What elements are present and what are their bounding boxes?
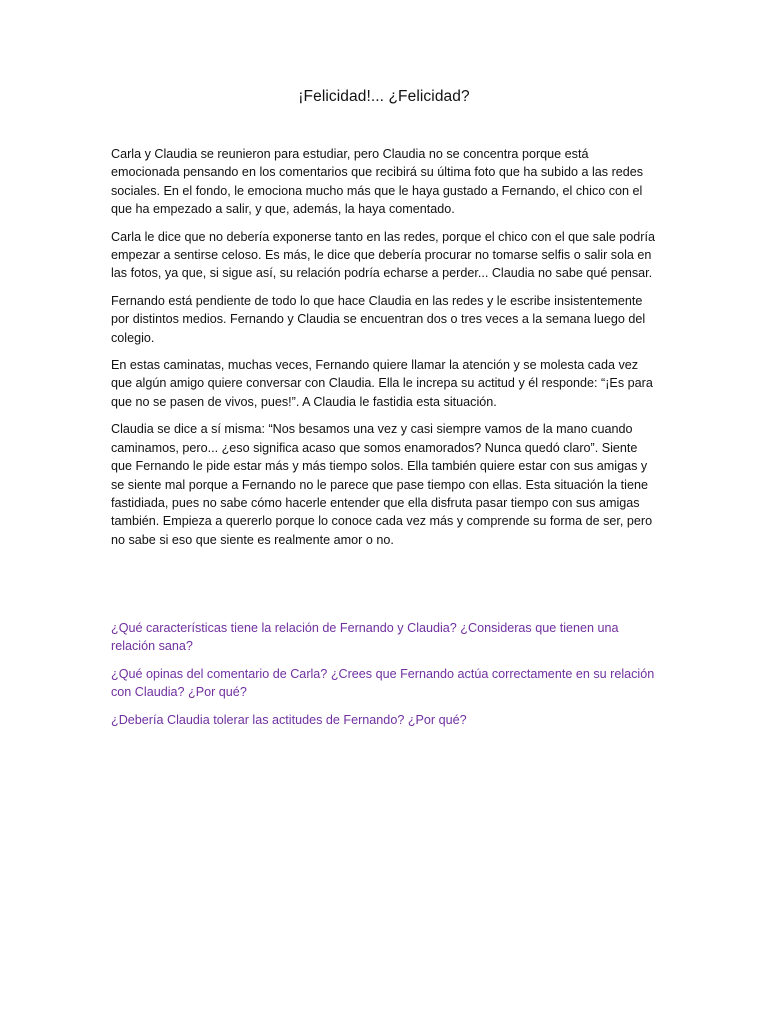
story-body	[111, 145, 659, 558]
question-item: ¿Qué opinas del comentario de Carla? ¿Crees que Fernando actúa correctamente en su relación con Claudia? ¿Por qué?	[111, 666, 655, 700]
story-paragraph: Carla le dice que no debería exponerse tanto en las redes, porque el chico con el que sale podría empezar a sentirse celoso. Es más, le dice que debería procurar no tomarse selfis o salir sola en las fotos, ya que, si sigue así, su relación podría echarse a perder... Claudia no sabe qué pensar.	[111, 229, 655, 281]
question-item: ¿Qué características tiene la relación de Fernando y Claudia? ¿Consideras que tienen una relación sana?	[111, 621, 619, 654]
story-paragraph: Claudia se dice a sí misma: “Nos besamos una vez y casi siempre vamos de la mano cuando caminamos, pero... ¿eso significa acaso que somos enamorados? Nunca quedó claro”. Siente que Fernando le pide estar más y más tiempo solos. Ella también quiere estar con sus amigas y se siente mal porque a Fernando no le parece que pase tiempo con ellas. Esta situación la tiene fastidiada, pues no sabe cómo hacerle entender que ella disfruta pasar tiempo con sus amigas también. Empieza a quererlo porque lo conoce cada vez más y comprende su forma de ser, pero no sabe si eso que siente es realmente amor o no.	[111, 422, 653, 547]
question-list	[111, 619, 659, 738]
story-paragraph: Fernando está pendiente de todo lo que hace Claudia en las redes y le escribe insistentemente por distintos medios. Fernando y Claudia se encuentran dos o tres veces a la semana luego del colegio.	[111, 293, 646, 345]
story-paragraph: En estas caminatas, muchas veces, Fernando quiere llamar la atención y se molesta cada vez que algún amigo quiere conversar con Claudia. Ella le increpa su actitud y él responde: “¡Es para que no se pasen de vivos, pues!”. A Claudia le fastidia esta situación.	[111, 358, 653, 409]
document-title: ¡Felicidad!... ¿Felicidad?	[298, 88, 470, 105]
story-paragraph: Carla y Claudia se reunieron para estudiar, pero Claudia no se concentra porque está emocionada pensando en los comentarios que recibirá su última foto que ha subido a las redes sociales. En el fondo, le emociona mucho más que le haya gustado a Fernando, el chico con el que ha empezado a salir, y que, además, la haya comentado.	[111, 147, 644, 217]
question-item: ¿Debería Claudia tolerar las actitudes de Fernando? ¿Por qué?	[111, 712, 467, 727]
